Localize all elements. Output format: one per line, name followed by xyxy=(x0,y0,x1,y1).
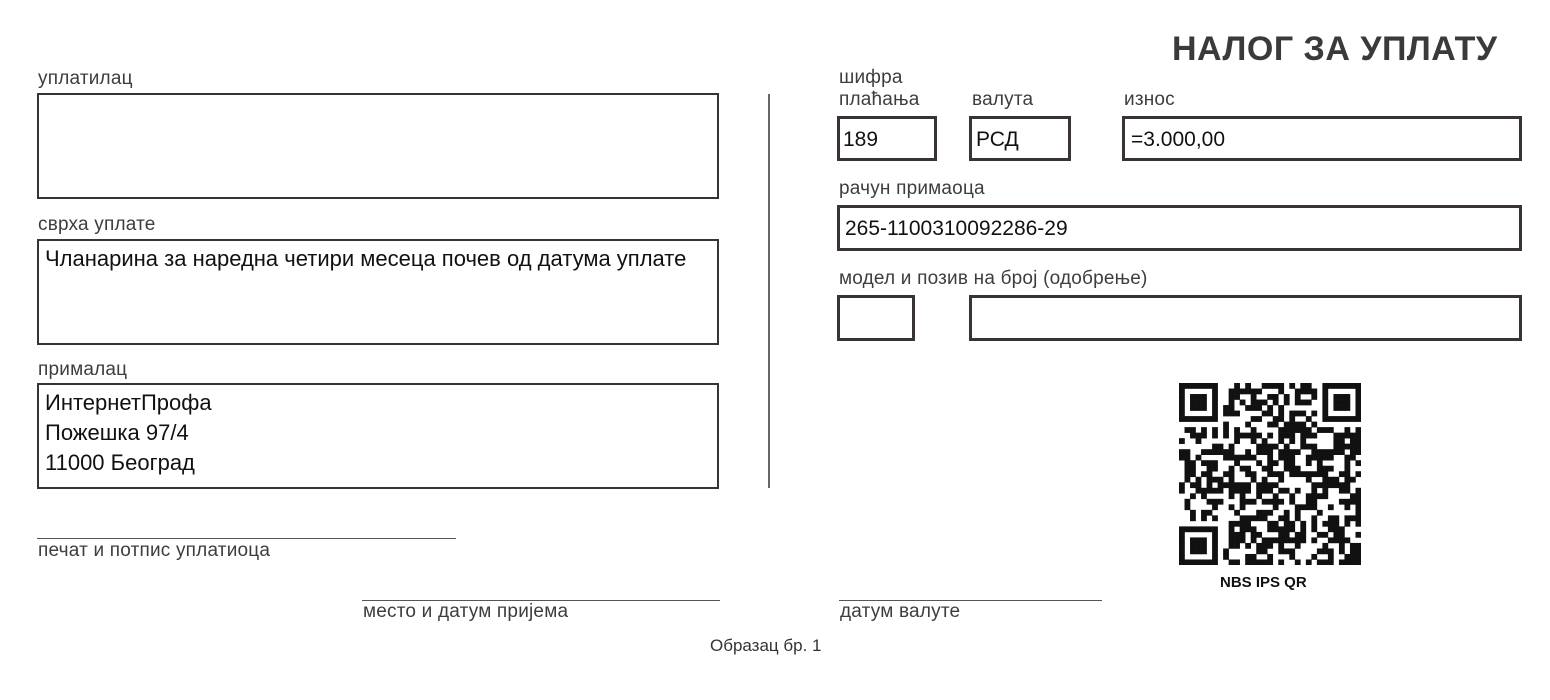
payment-code-label-2: плаћања xyxy=(839,89,920,110)
qr-code xyxy=(1179,383,1361,565)
reference-label: модел и позив на број (одобрење) xyxy=(839,268,1148,289)
payment-code-value: 189 xyxy=(843,128,879,151)
qr-caption: NBS IPS QR xyxy=(1220,574,1307,591)
purpose-field[interactable] xyxy=(37,239,719,345)
currency-field[interactable] xyxy=(969,116,1071,161)
recipient-account-value: 265-1100310092286-29 xyxy=(845,217,1068,240)
payment-code-field[interactable] xyxy=(837,116,937,161)
currency-value: РСД xyxy=(976,128,1019,151)
amount-field[interactable] xyxy=(1122,116,1522,161)
payer-signature-label: печат и потпис уплатиоца xyxy=(38,540,271,561)
qr-code-graphic xyxy=(1179,383,1361,565)
value-date-label: датум валуте xyxy=(840,601,961,622)
recipient-line: ИнтернетПрофа xyxy=(45,390,212,415)
form-number: Образац бр. 1 xyxy=(710,636,822,655)
form-title: НАЛОГ ЗА УПЛАТУ xyxy=(1172,30,1498,68)
purpose-label: сврха уплате xyxy=(38,214,156,235)
recipient-account-label: рачун примаоца xyxy=(839,178,985,199)
payer-label: уплатилац xyxy=(38,68,133,89)
column-divider xyxy=(768,94,770,488)
recipient-field[interactable] xyxy=(37,383,719,489)
amount-label: износ xyxy=(1124,89,1175,110)
recipient-line: 11000 Београд xyxy=(45,450,195,475)
payer-field[interactable] xyxy=(37,93,719,199)
recipient-account-field[interactable] xyxy=(837,205,1522,251)
reference-number-field[interactable] xyxy=(969,295,1522,341)
payment-code-label: шифра xyxy=(839,67,903,88)
reference-model-field[interactable] xyxy=(837,295,915,341)
purpose-value: Чланарина за наредна четири месеца почев од датума уплате xyxy=(45,246,687,271)
currency-label: валута xyxy=(972,89,1034,110)
place-date-label: место и датум пријема xyxy=(363,601,569,622)
signature-line xyxy=(37,538,456,539)
recipient-line: Пожешка 97/4 xyxy=(45,420,189,445)
amount-value: =3.000,00 xyxy=(1131,128,1226,151)
recipient-label: прималац xyxy=(38,359,128,380)
